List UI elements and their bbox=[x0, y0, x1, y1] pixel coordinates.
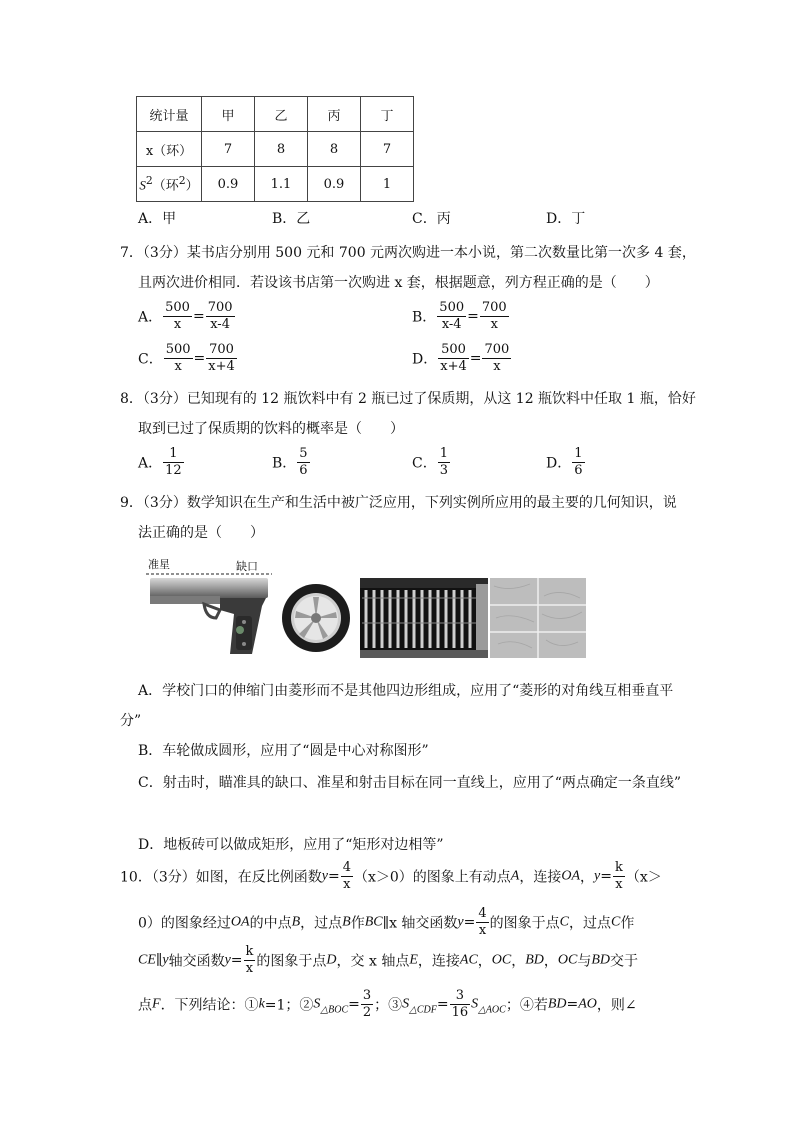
q9-stem-line1: 9．（3分）数学知识在生产和生活中被广泛应用，下列实例所应用的最主要的几何知识，说 bbox=[120, 495, 677, 511]
denominator: x+4 bbox=[440, 359, 467, 374]
table-cell: 1.1 bbox=[255, 167, 308, 202]
math-var: y bbox=[594, 868, 601, 884]
table-cell: 8 bbox=[255, 132, 308, 167]
text: 与 bbox=[577, 953, 592, 970]
equals-sign: = bbox=[327, 868, 340, 885]
table-cell: 0.9 bbox=[202, 167, 255, 202]
numerator: k bbox=[245, 944, 254, 959]
q7-option-b bbox=[412, 300, 510, 333]
text: ，过点 bbox=[300, 915, 343, 932]
q10-line3 bbox=[138, 944, 638, 977]
fraction bbox=[438, 342, 469, 375]
fraction bbox=[482, 342, 511, 375]
table-cell: 丁 bbox=[361, 97, 414, 132]
text: ．下列结论：① bbox=[160, 997, 259, 1014]
numerator: 1 bbox=[439, 446, 448, 461]
math-var: OC bbox=[491, 952, 512, 968]
unit-text: ） bbox=[185, 178, 199, 194]
math-var: B bbox=[342, 914, 351, 930]
text: 的图象于点 bbox=[256, 953, 327, 970]
fraction bbox=[206, 300, 235, 333]
math-var: OA bbox=[230, 914, 250, 930]
equals-sign: = bbox=[193, 350, 206, 367]
text: （x＞0）的图象上有动点 bbox=[353, 869, 511, 886]
fraction bbox=[361, 988, 373, 1021]
text: 轴交函数 bbox=[168, 953, 225, 970]
text: ，过点 bbox=[569, 915, 611, 932]
math-var: C bbox=[559, 914, 569, 930]
table-cell: 丙 bbox=[308, 97, 361, 132]
denominator: 6 bbox=[299, 463, 308, 478]
math-var: BD bbox=[591, 952, 611, 968]
numerator: 1 bbox=[574, 446, 583, 461]
fraction bbox=[572, 446, 584, 479]
q6-option-c: C．丙 bbox=[412, 211, 451, 227]
text: ， bbox=[511, 953, 526, 970]
table-cell bbox=[137, 167, 202, 202]
equals-sign: = bbox=[230, 952, 243, 969]
text: ∥x 轴交函数 bbox=[382, 915, 458, 932]
numerator: 3 bbox=[450, 988, 471, 1005]
folding-gate-image bbox=[360, 578, 488, 658]
fraction bbox=[480, 300, 509, 333]
math-var: OA bbox=[561, 868, 581, 884]
q9-option-a-line2: 分” bbox=[120, 713, 142, 729]
denominator: x bbox=[245, 961, 254, 976]
math-var: AC bbox=[459, 952, 478, 968]
numerator: k bbox=[614, 860, 623, 875]
fraction bbox=[450, 988, 471, 1021]
table-cell: 7 bbox=[361, 132, 414, 167]
q9-option-b: B．车轮做成圆形，应用了“圆是中心对称图形” bbox=[138, 743, 429, 759]
math-var: F bbox=[152, 996, 161, 1012]
math-var: S bbox=[471, 996, 479, 1012]
numerator: 500 bbox=[165, 300, 190, 315]
denominator: x bbox=[173, 317, 182, 332]
q7-option-d bbox=[412, 342, 512, 375]
q8-stem-line2: 取到已过了保质期的饮料的概率是（ ） bbox=[138, 421, 404, 437]
option-label: C． bbox=[412, 455, 437, 472]
rear-sight-label: 缺口 bbox=[236, 560, 258, 573]
fraction bbox=[163, 446, 184, 479]
math-var: OC bbox=[557, 952, 578, 968]
text: 作 bbox=[620, 915, 635, 932]
fraction bbox=[163, 300, 192, 333]
text: ， bbox=[543, 953, 558, 970]
q10-line4 bbox=[138, 988, 637, 1021]
numerator: 700 bbox=[207, 300, 233, 315]
q9-option-d: D．地板砖可以做成矩形，应用了“矩形对边相等” bbox=[138, 837, 444, 853]
math-var: y bbox=[224, 952, 231, 968]
q8-option-b bbox=[272, 446, 311, 479]
q7-option-a bbox=[138, 300, 236, 333]
text: 的中点 bbox=[249, 915, 292, 932]
q8-option-a bbox=[138, 446, 185, 479]
option-label: A． bbox=[138, 455, 163, 472]
numerator: 500 bbox=[165, 342, 191, 357]
unit-text: （环 bbox=[152, 178, 179, 194]
text: ，则∠ bbox=[596, 997, 637, 1014]
numerator: 700 bbox=[206, 342, 237, 359]
math-var: E bbox=[409, 952, 418, 968]
superscript: 2 bbox=[145, 174, 153, 188]
denominator: x bbox=[493, 359, 501, 374]
numerator: 500 bbox=[439, 300, 465, 315]
denominator: 6 bbox=[574, 463, 583, 478]
numerator: 4 bbox=[342, 860, 351, 875]
q7-option-c bbox=[138, 342, 238, 375]
option-label: C． bbox=[138, 351, 163, 368]
text: ，连接 bbox=[417, 953, 460, 970]
s-symbol: S bbox=[139, 177, 146, 193]
text: 作 bbox=[350, 915, 365, 932]
math-var: y bbox=[321, 868, 328, 884]
text: ；④若 bbox=[505, 997, 548, 1014]
text: 的图象于点 bbox=[489, 915, 560, 932]
denominator: 3 bbox=[439, 463, 448, 478]
q6-option-d: D．丁 bbox=[546, 211, 586, 227]
text: ；③ bbox=[374, 997, 403, 1014]
option-label: D． bbox=[546, 455, 572, 472]
fraction bbox=[341, 860, 353, 893]
table-cell: 1 bbox=[361, 167, 414, 202]
text: =1；② bbox=[264, 997, 314, 1014]
subscript: △BOC bbox=[320, 1004, 349, 1016]
front-sight-label: 准星 bbox=[148, 558, 170, 571]
table-cell: 乙 bbox=[255, 97, 308, 132]
q7-stem-line1: 7．（3分）某书店分别用 500 元和 700 元两次购进一本小说，第二次数量比第一次多 4 套， bbox=[120, 245, 696, 261]
denominator: x bbox=[490, 317, 498, 332]
subscript: △AOC bbox=[478, 1004, 506, 1016]
denominator: 12 bbox=[165, 463, 182, 478]
numerator: 700 bbox=[484, 342, 510, 357]
equals-sign: = bbox=[600, 868, 612, 885]
fraction bbox=[437, 300, 466, 333]
equals-sign: = bbox=[436, 996, 449, 1013]
equals-sign: = bbox=[348, 996, 360, 1013]
denominator: x-4 bbox=[210, 317, 230, 332]
fraction bbox=[297, 446, 309, 479]
option-label: B． bbox=[412, 309, 437, 326]
q7-stem-line2: 且两次进价相同．若设该书店第一次购进 x 套，根据题意，列方程正确的是（ ） bbox=[138, 275, 659, 291]
text: 点 bbox=[138, 997, 152, 1014]
math-var: D bbox=[326, 952, 337, 968]
table-cell: 0.9 bbox=[308, 167, 361, 202]
pistol-image bbox=[144, 566, 274, 660]
fraction bbox=[244, 944, 256, 977]
text: ，连接 bbox=[519, 869, 562, 886]
table-row bbox=[137, 132, 414, 167]
math-var: CE bbox=[138, 952, 156, 968]
math-var: BC bbox=[364, 914, 383, 930]
table-cell: x（环） bbox=[137, 132, 202, 167]
superscript: 2 bbox=[178, 174, 186, 188]
floor-tiles-image bbox=[490, 578, 586, 658]
denominator: x bbox=[478, 923, 487, 938]
text: 交于 bbox=[610, 953, 639, 970]
table-cell: 7 bbox=[202, 132, 255, 167]
equals-sign: = bbox=[463, 914, 476, 931]
text: ， bbox=[477, 953, 492, 970]
math-var: BD bbox=[547, 996, 567, 1012]
math-var: AO bbox=[578, 996, 597, 1012]
equals-sign: = bbox=[469, 350, 482, 367]
equals-sign: = bbox=[467, 308, 479, 325]
fraction bbox=[206, 342, 237, 375]
math-var: A bbox=[510, 868, 520, 884]
denominator: x bbox=[615, 877, 623, 892]
fraction bbox=[438, 446, 450, 479]
table-cell: 甲 bbox=[202, 97, 255, 132]
fraction bbox=[476, 906, 488, 939]
text: 0）的图象经过 bbox=[138, 915, 231, 932]
numerator: 1 bbox=[163, 446, 184, 463]
denominator: x bbox=[174, 359, 182, 374]
denominator: x bbox=[343, 877, 351, 892]
stats-table bbox=[136, 96, 414, 202]
equals-sign: = bbox=[566, 996, 579, 1013]
q10-line2 bbox=[138, 906, 634, 939]
numerator: 5 bbox=[299, 446, 308, 461]
q6-option-a: A．甲 bbox=[138, 211, 177, 227]
wheel-image bbox=[280, 578, 352, 658]
q9-stem-line2: 法正确的是（ ） bbox=[138, 525, 264, 541]
q8-option-d bbox=[546, 446, 586, 479]
denominator: 2 bbox=[362, 1005, 372, 1020]
math-var: C bbox=[611, 914, 621, 930]
q10-line1 bbox=[120, 860, 662, 893]
option-label: A． bbox=[138, 309, 163, 326]
denominator: x-4 bbox=[441, 317, 462, 332]
math-var: y bbox=[457, 914, 464, 930]
table-cell: 统计量 bbox=[137, 97, 202, 132]
numerator: 700 bbox=[481, 300, 507, 315]
table-row bbox=[137, 97, 414, 132]
math-var: S bbox=[313, 996, 321, 1012]
math-var: B bbox=[291, 914, 301, 930]
table-cell: 8 bbox=[308, 132, 361, 167]
q8-option-c bbox=[412, 446, 451, 479]
text: （x＞ bbox=[625, 869, 662, 886]
math-var: BD bbox=[525, 952, 544, 968]
numerator: 500 bbox=[438, 342, 469, 359]
numerator: 4 bbox=[478, 906, 487, 921]
math-var: k bbox=[258, 996, 265, 1012]
q6-option-b: B．乙 bbox=[272, 211, 311, 227]
fraction bbox=[164, 342, 193, 375]
option-label: D． bbox=[412, 351, 438, 368]
denominator: 16 bbox=[451, 1005, 469, 1020]
subscript: △CDF bbox=[409, 1004, 437, 1016]
text: ，交 x 轴点 bbox=[336, 953, 410, 970]
math-var: S bbox=[402, 996, 410, 1012]
q8-stem-line1: 8．（3分）已知现有的 12 瓶饮料中有 2 瓶已过了保质期，从这 12 瓶饮料中任取 1 瓶，恰好 bbox=[120, 391, 696, 407]
text: ， bbox=[580, 869, 595, 886]
q9-option-c: C．射击时，瞄准具的缺口、准星和射击目标在同一直线上，应用了“两点确定一条直线” bbox=[138, 775, 682, 791]
denominator: x+4 bbox=[208, 359, 235, 374]
option-label: B． bbox=[272, 455, 297, 472]
fraction bbox=[613, 860, 625, 893]
text: ∥ bbox=[155, 952, 163, 969]
table-row bbox=[137, 167, 414, 202]
text: 10．（3分）如图，在反比例函数 bbox=[120, 869, 322, 886]
q9-option-a-line1: A．学校门口的伸缩门由菱形而不是其他四边形组成，应用了“菱形的对角线互相垂直平 bbox=[138, 683, 674, 699]
equals-sign: = bbox=[192, 308, 205, 325]
math-var: y bbox=[162, 952, 169, 968]
numerator: 3 bbox=[362, 988, 372, 1003]
